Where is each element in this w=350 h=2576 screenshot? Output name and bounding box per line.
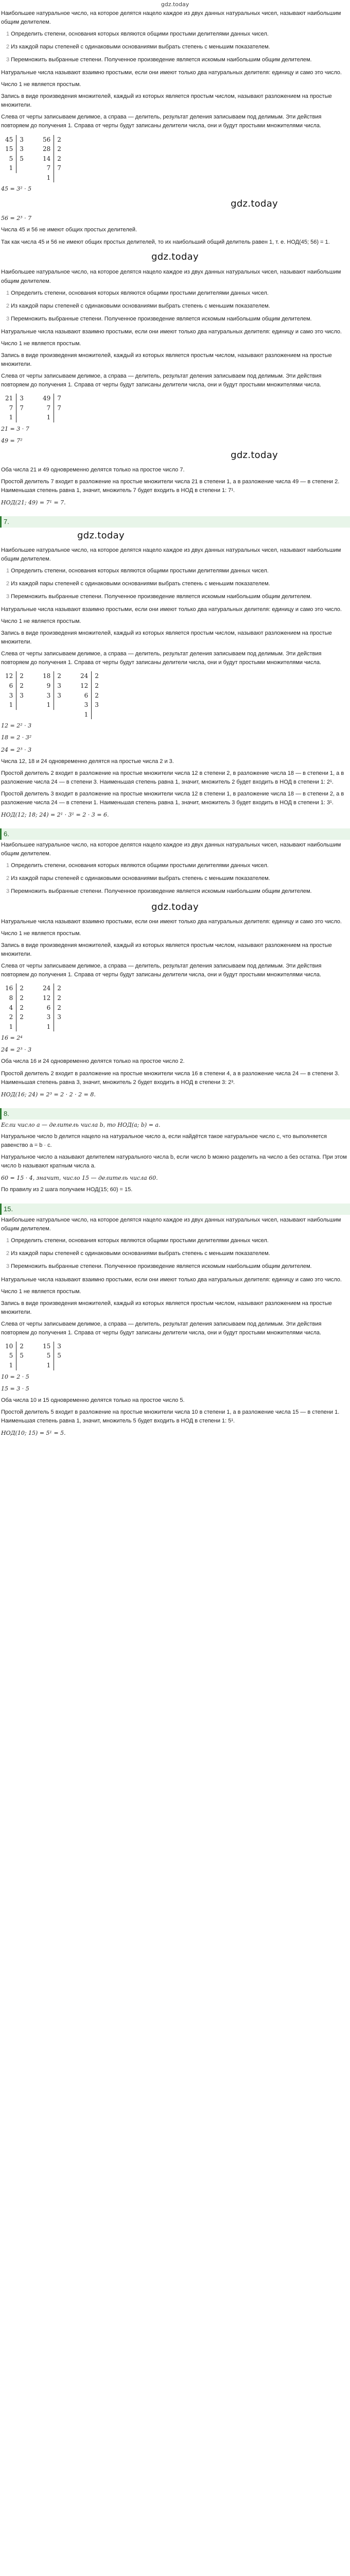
gcd-steps <box>0 289 350 324</box>
conclusion: Простой делитель 2 входит в разложение на простые множители числа 12 в степени 2, в разложение числа 18 — в степени 1, а в разложение числа 24 — в степени 3. Наименьшая степень равна 1, значит, множитель 2 будет входить в НОД в степени 1: 2¹. <box>1 770 344 785</box>
equation: 49 = 7² <box>1 437 23 444</box>
gcd-steps <box>0 30 350 64</box>
result: НОД(10; 15) = 5¹ = 5. <box>1 1429 66 1436</box>
equation: 10 = 2 · 5 <box>1 1373 29 1380</box>
factorization-definition: Запись в виде произведения множителей, каждый из которых является простым числом, называют разложением на простые множители. <box>1 630 332 646</box>
watermark: gdz.today <box>151 251 199 262</box>
gcd-steps <box>0 1236 350 1271</box>
factorization-method: Слева от черты записываем делимое, а справа — делитель, результат деления записываем под делимым. Эти действия повторяем до получения 1. Справа от черты будут записаны делители числа, они и будут простыми множителями числа. <box>1 963 322 978</box>
site-watermark[interactable]: gdz.today <box>161 1 189 8</box>
one-not-prime: Число 1 не является простым. <box>1 340 81 347</box>
one-not-prime: Число 1 не является простым. <box>1 1288 81 1295</box>
gcd-definition: Наибольшее натуральное число, на которое делятся нацело каждое из двух данных натуральных чисел, называют наибольшим общим делителем. <box>1 269 341 284</box>
factorization-method: Слева от черты записываем делимое, а справа — делитель, результат деления записываем под делимым. Эти действия повторяем до получения 1. Справа от черты будут записаны делители числа, они и будут простыми множителями числа. <box>1 651 322 666</box>
rule-text: 60 = 15 · 4, значит, число 15 — делитель числа 60. <box>1 1175 158 1182</box>
section-4 <box>0 822 350 1099</box>
equation: 15 = 3 · 5 <box>1 1385 29 1392</box>
factorization-definition: Запись в виде произведения множителей, каждый из которых является простым числом, называют разложением на простые множители. <box>1 1300 332 1315</box>
conclusion: Простой делитель 2 входит в разложение на простые множители числа 16 в степени 4, а в разложение числа 24 — в степени 3. Наименьшая степень равна 3, значит, множитель 2 будет входить в НОД в степени 3: 2³. <box>1 1070 340 1086</box>
gcd-step: 1 Определить степени, основания которых являются общими простыми делителями данных чисел. <box>6 31 269 38</box>
factorization-tables <box>0 982 350 1033</box>
equation: 16 = 2⁴ <box>1 1035 23 1042</box>
watermark: gdz.today <box>77 530 125 541</box>
equation: 24 = 2³ · 3 <box>1 1046 32 1054</box>
result: НОД(12; 18; 24) = 2¹ · 3¹ = 2 · 3 = 6. <box>1 811 109 818</box>
section-2 <box>0 267 350 506</box>
gcd-step: 2 Из каждой пары степеней с одинаковыми основаниями выбрать степень с меньшим показателем. <box>6 1250 270 1257</box>
factor-table-a: 12 2 6 2 3 3 1 <box>2 671 27 709</box>
gcd-definition: Наибольшее натуральное число, на которое делятся нацело каждое из двух данных натуральных чисел, называют наибольшим общим делителем. <box>1 1217 341 1232</box>
section-1 <box>0 8 350 264</box>
factorization-method: Слева от черты записываем делимое, а справа — делитель, результат деления записываем под делимым. Эти действия повторяем до получения 1. Справа от черты будут записаны делители числа, они и будут простыми множителями числа. <box>1 1320 322 1336</box>
rule-text: Если число a — делитель числа b, то НОД(a; b) = a. <box>1 1121 161 1128</box>
conclusion: Оба числа 16 и 24 одновременно делятся только на простое число 2. <box>1 1058 185 1065</box>
gcd-definition: Наибольшее натуральное число, на которое делятся нацело каждое из двух данных натуральных чисел, называют наибольшим общим делителем. <box>1 547 341 562</box>
result: НОД(16; 24) = 2³ = 2 · 2 · 2 = 8. <box>1 1091 96 1098</box>
result: По правилу из 2 шага получаем НОД(15; 60) = 15. <box>1 1187 133 1193</box>
section-number: 7. <box>0 516 350 528</box>
gcd-step: 2 Из каждой пары степеней с одинаковыми основаниями выбрать степень с меньшим показателем. <box>6 875 270 882</box>
gcd-definition: Наибольшее натуральное число, на которое делятся нацело каждое из двух данных натуральных чисел, называют наибольшим общим делителем. <box>1 10 341 26</box>
factor-table-b: 49 7 7 7 1 <box>40 394 64 422</box>
coprime-definition: Натуральные числа называют взаимно простыми, если они имеют только два натуральных делителя: единицу и само это число. <box>1 70 342 76</box>
conclusion: Числа 45 и 56 не имеют общих простых делителей. <box>1 227 137 233</box>
gcd-step: 1 Определить степени, основания которых являются общими простыми делителями данных чисел. <box>6 1238 269 1244</box>
factor-table-b: 15 3 5 5 1 <box>40 1342 64 1370</box>
factor-table-a: 10 2 5 5 1 <box>2 1342 27 1370</box>
one-not-prime: Число 1 не является простым. <box>1 81 81 88</box>
section-number: 8. <box>0 1108 350 1120</box>
gcd-step: 2 Из каждой пары степеней с одинаковыми основаниями выбрать степень с меньшим показателем. <box>6 581 270 587</box>
factorization-method: Слева от черты записываем делимое, а справа — делитель, результат деления записываем под делимым. Эти действия повторяем до получения 1. Справа от черты будут записаны делители числа, они и будут простыми множителями числа. <box>1 114 322 129</box>
gcd-step: 3 Перемножить выбранные степени. Полученное произведение является искомым наибольшим общим делителем. <box>6 1263 312 1270</box>
gcd-step: 2 Из каждой пары степеней с одинаковыми основаниями выбрать степень с меньшим показателем. <box>6 44 270 50</box>
gcd-step: 3 Перемножить выбранные степени. Полученное произведение является искомым наибольшим общим делителем. <box>6 594 312 600</box>
conclusion: Числа 12, 18 и 24 одновременно делятся на простые числа 2 и 3. <box>1 758 174 765</box>
equation: 45 = 3² · 5 <box>1 185 32 193</box>
factor-table-a: 21 3 7 7 1 <box>2 394 27 422</box>
gcd-step: 3 Перемножить выбранные степени. Полученное произведение является искомым наибольшим общим делителем. <box>6 57 312 63</box>
factor-table-b: 18 2 9 3 3 3 1 <box>40 671 64 709</box>
gcd-step: 2 Из каждой пары степеней с одинаковыми основаниями выбрать степень с меньшим показателем. <box>6 302 270 309</box>
coprime-definition: Натуральные числа называют взаимно простыми, если они имеют только два натуральных делителя: единицу и само это число. <box>1 1276 342 1283</box>
gcd-step: 1 Определить степени, основания которых являются общими простыми делителями данных чисел. <box>6 862 269 869</box>
gcd-step: 1 Определить степени, основания которых являются общими простыми делителями данных чисел. <box>6 290 269 296</box>
factorization-definition: Запись в виде произведения множителей, каждый из которых является простым числом, называют разложением на простые множители. <box>1 942 332 958</box>
coprime-definition: Натуральные числа называют взаимно простыми, если они имеют только два натуральных делителя: единицу и само это число. <box>1 328 342 335</box>
section-5 <box>0 1102 350 1194</box>
factor-table-b: 56 2 28 2 14 2 7 7 1 <box>40 135 64 183</box>
rule-text: Натуральное число a называют делителем натурального числа b, если число b можно разделить на число a без остатка. При этом число b называют кратным числа a. <box>1 1154 347 1169</box>
equation: 21 = 3 · 7 <box>1 425 29 432</box>
conclusion: Оба числа 10 и 15 одновременно делятся только на простое число 5. <box>1 1397 185 1403</box>
gcd-step: 1 Определить степени, основания которых являются общими простыми делителями данных чисел. <box>6 568 269 574</box>
equation: 24 = 2³ · 3 <box>1 746 32 753</box>
one-not-prime: Число 1 не является простым. <box>1 930 81 937</box>
conclusion: Простой делитель 5 входит в разложение на простые множители числа 10 в степени 1, а в разложение числа 15 — в степени 1. Наименьшая степень равна 1, значит, множитель 5 будет входить в НОД в степени 1: 5¹. <box>1 1409 340 1424</box>
conclusion: Оба числа 21 и 49 одновременно делятся только на простое число 7. <box>1 466 185 473</box>
gcd-steps <box>0 567 350 601</box>
factorization-tables <box>0 393 350 425</box>
equation: 12 = 2² · 3 <box>1 722 32 730</box>
factorization-tables <box>0 670 350 721</box>
conclusion: Простой делитель 7 входит в разложение на простые множители числа 21 в степени 1, а в разложение числа 49 — в степени 2. Наименьшая степень равна 1, значит, множитель 7 будет входить в НОД в степени 1: 7¹. <box>1 478 340 494</box>
coprime-definition: Натуральные числа называют взаимно простыми, если они имеют только два натуральных делителя: единицу и само это число. <box>1 606 342 613</box>
section-number: 15. <box>0 1204 350 1215</box>
gcd-step: 3 Перемножить выбранные степени. Полученное произведение является искомым наибольшим общим делителем. <box>6 888 312 895</box>
gcd-steps <box>0 861 350 896</box>
watermark: gdz.today <box>231 449 278 461</box>
watermark: gdz.today <box>231 198 278 209</box>
factorization-tables <box>0 134 350 185</box>
section-3 <box>0 510 350 819</box>
watermark: gdz.today <box>151 902 199 913</box>
factorization-definition: Запись в виде произведения множителей, каждый из которых является простым числом, называют разложением на простые множители. <box>1 93 332 109</box>
equation: 56 = 2³ · 7 <box>1 215 32 222</box>
coprime-definition: Натуральные числа называют взаимно простыми, если они имеют только два натуральных делителя: единицу и само это число. <box>1 919 342 925</box>
conclusion: Так как числа 45 и 56 не имеют общих простых делителей, то их наибольший общий делитель равен 1, т. е. НОД(45; 56) = 1. <box>1 239 330 245</box>
result: НОД(21; 49) = 7¹ = 7. <box>1 499 66 506</box>
equation: 18 = 2 · 3² <box>1 734 32 741</box>
one-not-prime: Число 1 не является простым. <box>1 618 81 625</box>
gcd-step: 3 Перемножить выбранные степени. Полученное произведение является искомым наибольшим общим делителем. <box>6 315 312 322</box>
factorization-tables <box>0 1341 350 1372</box>
factor-table-a: 45 3 15 3 5 5 1 <box>2 135 27 173</box>
gcd-definition: Наибольшее натуральное число, на которое делятся нацело каждое из двух данных натуральных чисел, называют наибольшим общим делителем. <box>1 842 341 857</box>
site-header <box>0 0 350 8</box>
factorization-method: Слева от черты записываем делимое, а справа — делитель, результат деления записываем под делимым. Эти действия повторяем до получения 1. Справа от черты будут записаны делители числа, они и будут простыми множителями числа. <box>1 372 322 388</box>
section-6 <box>0 1197 350 1437</box>
section-number: 6. <box>0 828 350 840</box>
rule-text: Натуральное число b делится нацело на натуральное число a, если найдётся такое натуральное число c, что выполняется равенство a = b · c. <box>1 1133 327 1148</box>
conclusion: Простой делитель 3 входит в разложение на простые множители числа 12 в степени 1, в разложение числа 18 — в степени 2, а в разложение числа 24 — в степени 1. Наименьшая степень равна 1, значит, множитель 3 будет входить в НОД в степени 1: 3¹. <box>1 790 344 806</box>
factor-table-b: 24 2 12 2 6 2 3 3 1 <box>40 984 64 1031</box>
factor-table-c: 24 2 12 2 6 2 3 3 1 <box>77 671 102 719</box>
factorization-definition: Запись в виде произведения множителей, каждый из которых является простым числом, называют разложением на простые множители. <box>1 352 332 367</box>
factor-table-a: 16 2 8 2 4 2 2 2 1 <box>2 984 27 1031</box>
